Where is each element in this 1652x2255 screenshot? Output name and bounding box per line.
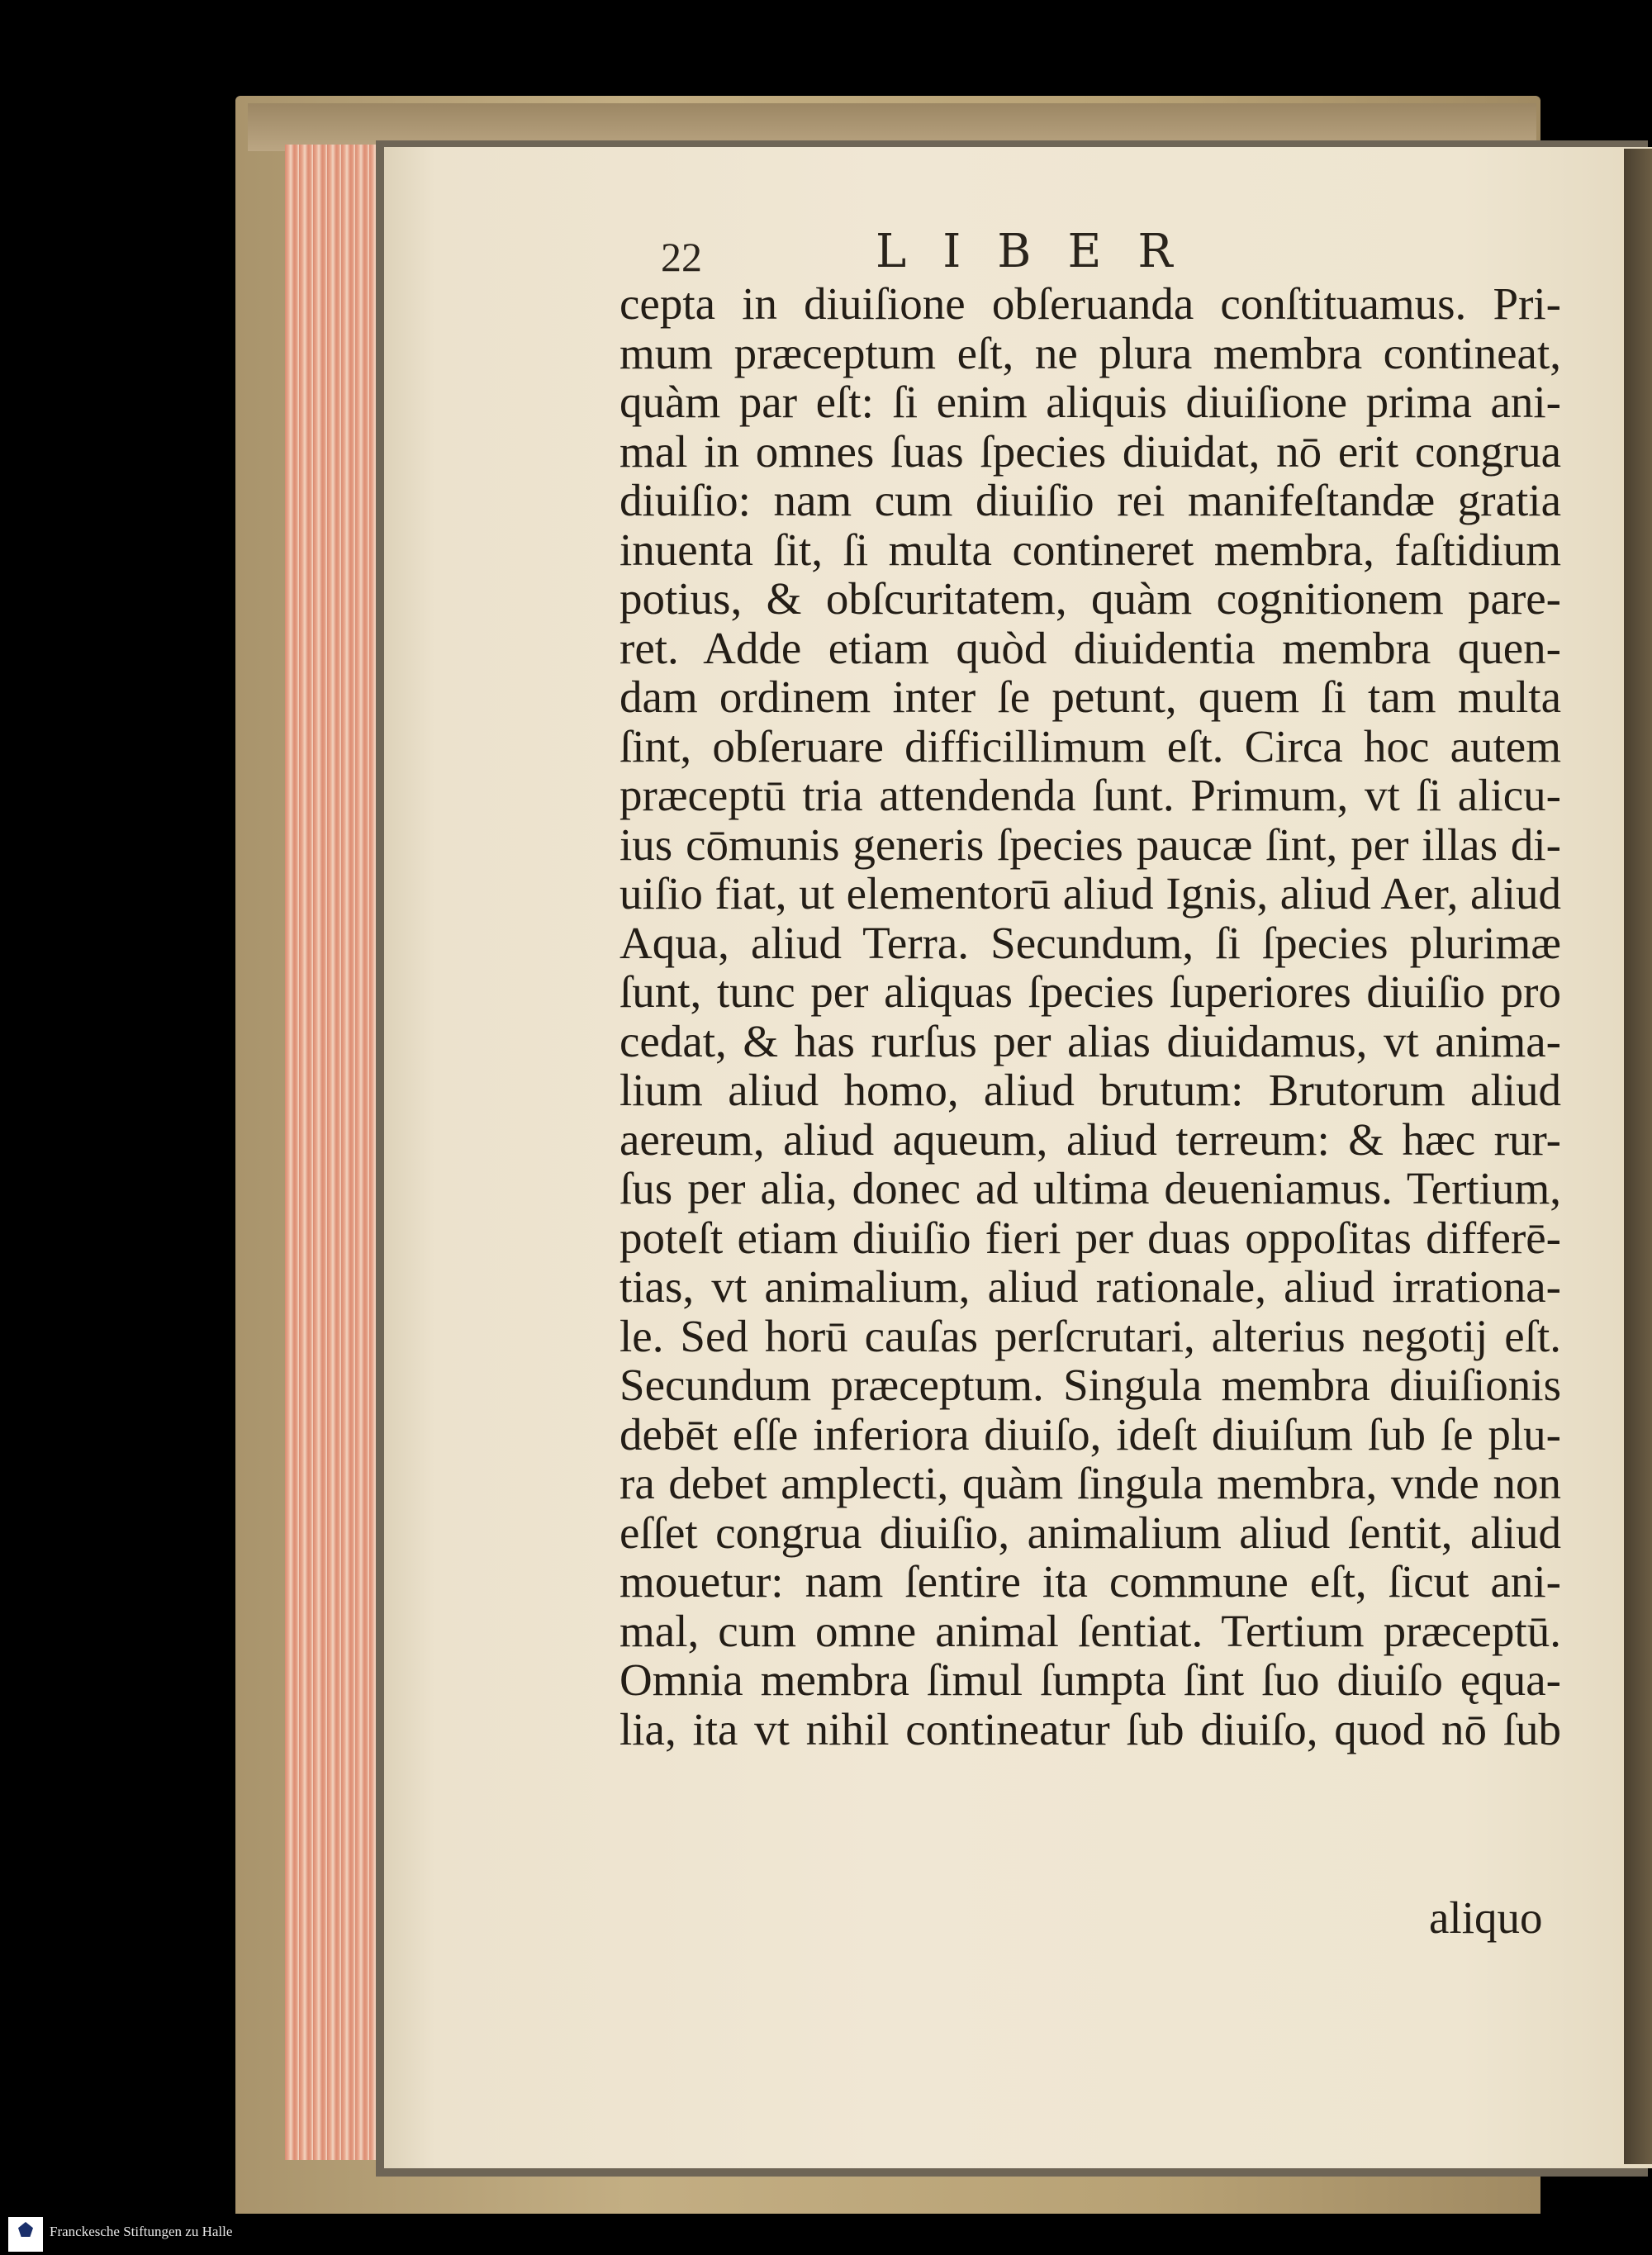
text-line: tias, vt animalium, aliud rationale, aliud irrationa- xyxy=(620,1261,1561,1312)
text-line: dam ordinem inter ſe petunt, quem ſi tam multa xyxy=(620,672,1561,722)
text-line: ra debet amplecti, quàm ſingula membra, vnde non xyxy=(620,1458,1561,1508)
text-line: cedat, & has rurſus per alias diuidamus, vt anima- xyxy=(620,1015,1561,1066)
text-line: debēt eſſe inferiora diuiſo, ideſt diuiſum ſub ſe plu- xyxy=(620,1408,1561,1460)
catchword: aliquo xyxy=(1429,1892,1543,1943)
text-line: poteſt etiam diuiſio fieri per duas oppoſitas differē- xyxy=(620,1212,1561,1263)
text-line: ſus per alia, donec ad ultima deueniamus. Tertium, xyxy=(620,1163,1561,1213)
text-line: potius, & obſcuritatem, quàm cognitionem pare- xyxy=(620,573,1561,624)
text-line: præceptū tria attendenda ſunt. Primum, vt ſi alicu- xyxy=(620,770,1561,820)
text-line: le. Sed horū cauſas perſcrutari, alterius negotij eſt. xyxy=(620,1310,1561,1361)
text-line: Omnia membra ſimul ſumpta ſint ſuo diuiſo ęqua- xyxy=(620,1654,1561,1705)
text-line: diuiſio: nam cum diuiſio rei manifeſtandæ gratia xyxy=(620,475,1561,525)
text-line: cepta in diuiſione obſeruanda conſtituamus. Pri- xyxy=(620,278,1561,329)
page-number: 22 xyxy=(661,234,702,280)
text-line: mum præceptum eſt, ne plura membra contineat, xyxy=(620,327,1561,378)
text-line: ret. Adde etiam quòd diuidentia membra quen- xyxy=(620,622,1561,673)
text-line: quàm par eſt: ſi enim aliquis diuiſione prima ani- xyxy=(620,377,1561,427)
text-line: uiſio fiat, ut elementorū aliud Ignis, aliud Aer, aliud xyxy=(620,868,1561,919)
text-line: lia, ita vt nihil contineatur ſub diuiſo, quod nō ſub xyxy=(620,1703,1561,1754)
footer-credit: Franckesche Stiftungen zu Halle xyxy=(50,2224,233,2239)
text-line: ius cōmunis generis ſpecies paucæ ſint, per illas di- xyxy=(620,819,1561,870)
text-line: Secundum præceptum. Singula membra diuiſionis xyxy=(620,1360,1561,1410)
text-line: mouetur: nam ſentire ita commune eſt, ſicut ani- xyxy=(620,1556,1561,1607)
text-line: inuenta ſit, ſi multa contineret membra, faſtidium xyxy=(620,524,1561,575)
text-line: Aqua, aliud Terra. Secundum, ſi ſpecies plurimæ xyxy=(620,917,1561,968)
footer-bar xyxy=(0,2214,1652,2255)
text-line: eſſet congrua diuiſio, animalium aliud ſentit, aliud xyxy=(620,1507,1561,1558)
text-line: mal in omnes ſuas ſpecies diuidat, nō erit congrua xyxy=(620,425,1561,477)
text-line: mal, cum omne animal ſentiat. Tertium præceptū. xyxy=(620,1605,1561,1656)
text-line: lium aliud homo, aliud brutum: Brutorum aliud xyxy=(620,1065,1561,1115)
text-line: ſunt, tunc per aliquas ſpecies ſuperiores diuiſio pro xyxy=(620,966,1561,1017)
text-line: ſint, obſeruare difficillimum eſt. Circa hoc autem xyxy=(620,720,1561,771)
text-line: aereum, aliud aqueum, aliud terreum: & hæc rur- xyxy=(620,1113,1561,1165)
running-head: LIBER xyxy=(876,225,1209,278)
gutter-shadow xyxy=(1624,149,1652,2164)
body-text xyxy=(620,279,1561,1754)
